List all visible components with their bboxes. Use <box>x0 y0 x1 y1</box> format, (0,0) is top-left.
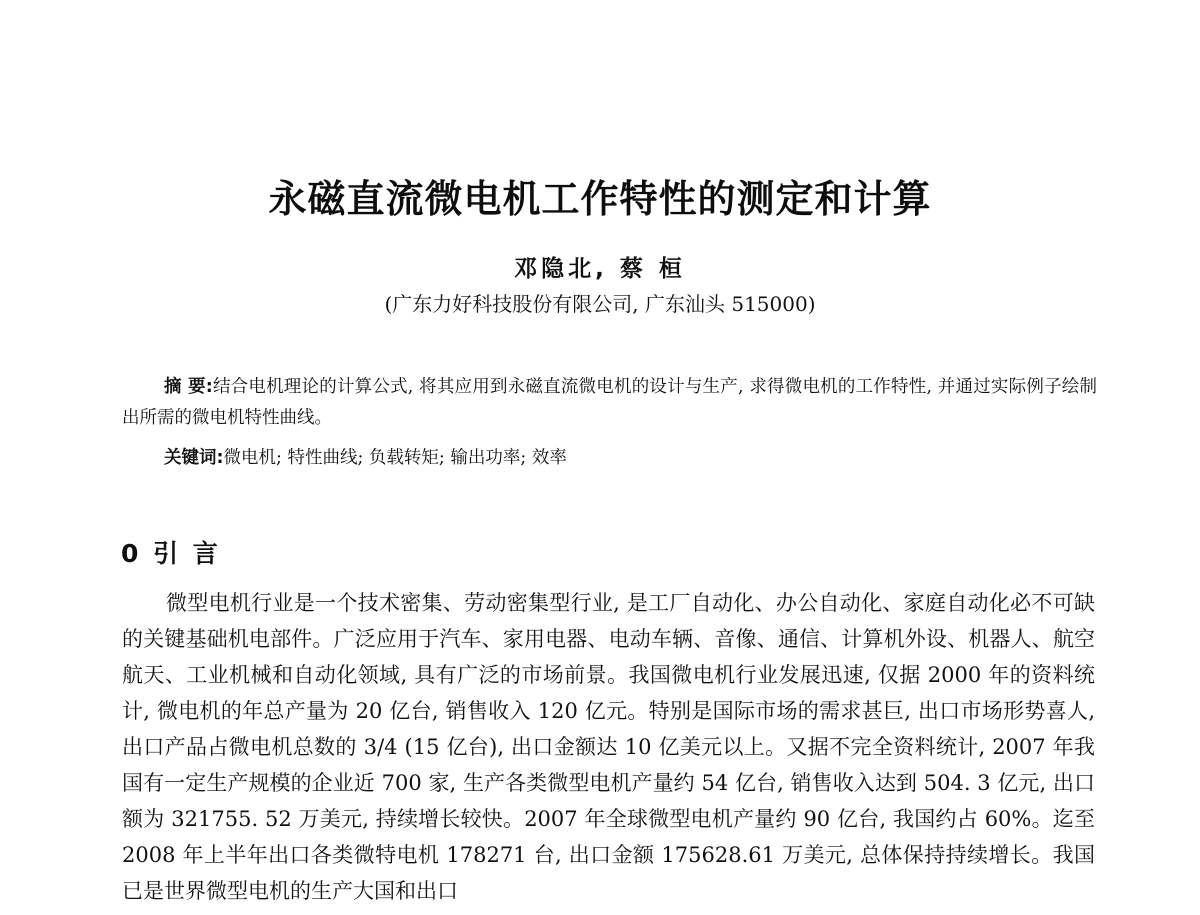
keywords-text: 微电机; 特性曲线; 负载转矩; 输出功率; 效率 <box>223 448 567 468</box>
paper-affiliation: (广东力好科技股份有限公司, 广东汕头 515000) <box>384 292 816 316</box>
introduction-paragraph: 微型电机行业是一个技术密集、劳动密集型行业, 是工厂自动化、办公自动化、家庭自动化必不可缺的关键基础机电部件。广泛应用于汽车、家用电器、电动车辆、音像、通信、计算机外设、机器人、航空航天、工业机械和自动化领域, 具有广泛的市场前景。我国微电机行业发展迅速, 仅据 2000 年的资料统计, 微电机的年总产量为 20 亿台, 销售收入 120 亿元。特别是国际市场的需求甚巨, 出口市场形势喜人, 出口产品占微电机总数的 3/4 (15 亿台), 出口金额达 10 亿美元以上。又据不完全资料统计, 2007 年我国有一定生产规模的企业近 700 家, 生产各类微型电机产量约 54 亿台, 销售收入达到 504. 3 亿元, 出口额为 321755. 52 万美元, 持续增长较快。2007 年全球微型电机产量约 90 亿台, 我国约占 60%。迄至 2008 年上半年出口各类微特电机 178271 台, 出口金额 175628.61 万美元, 总体保持持续增长。我国已是世界微型电机的生产大国和出口 <box>122 591 1095 903</box>
keywords-label: 关键词: <box>164 448 224 468</box>
abstract-text: 结合电机理论的计算公式, 将其应用到永磁直流微电机的设计与生产, 求得微电机的工作特性, 并通过实际例子绘制出所需的微电机特性曲线。 <box>122 377 1097 428</box>
abstract-label: 摘 要: <box>164 377 213 397</box>
paper-title: 永磁直流微电机工作特性的测定和计算 <box>268 177 932 221</box>
section-heading-introduction: 0 引 言 <box>121 539 221 568</box>
keywords-block <box>164 443 1094 474</box>
abstract-block <box>122 372 1097 434</box>
paper-authors: 邓隐北, 蔡 桓 <box>514 256 686 282</box>
